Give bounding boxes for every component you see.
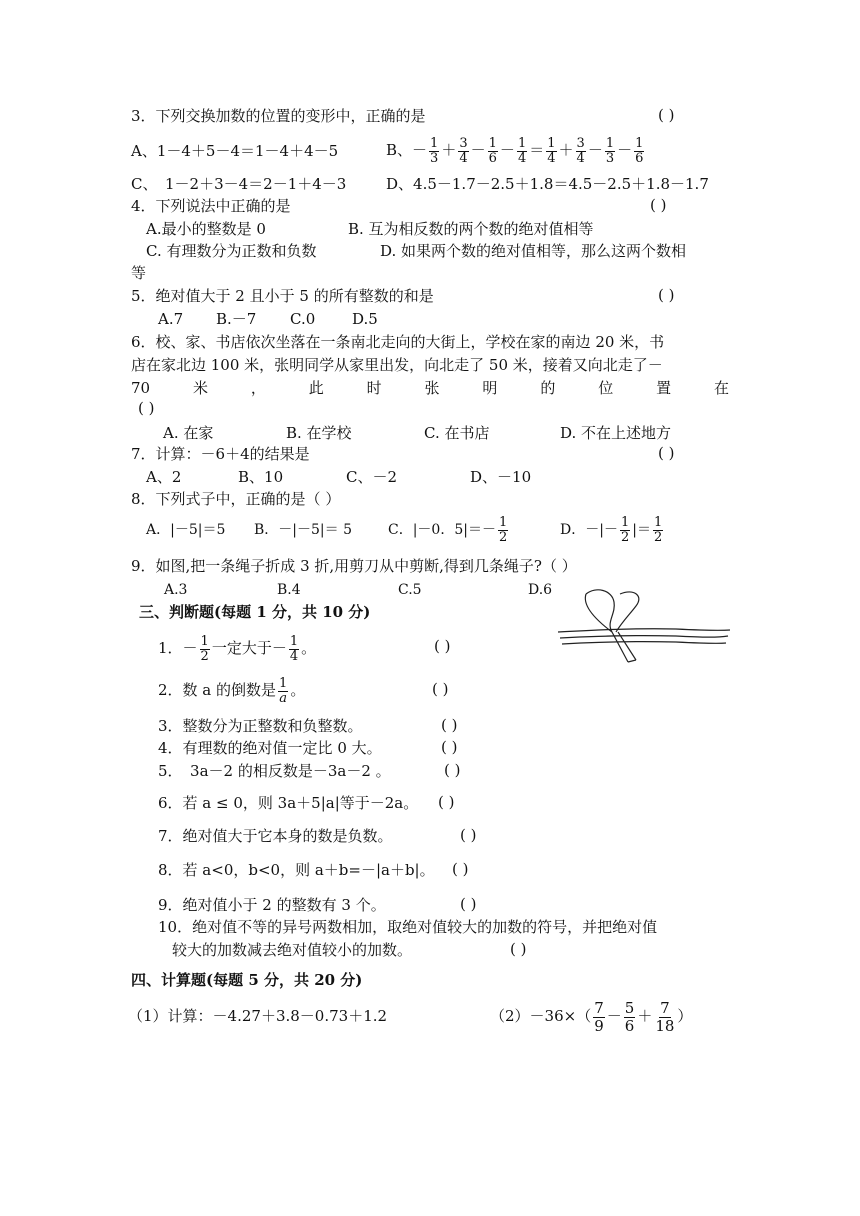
- q6-line-1: 6．校、家、书店依次坐落在一条南北走向的大街上，学校在家的南边 20 米，书: [131, 333, 665, 351]
- frac-1-4c: $\frac{1}{4}$: [289, 633, 299, 664]
- judge-10-line-2: 较大的加数减去绝对值较小的加数。: [172, 941, 413, 959]
- q3-option-d: D、4.5－1.7－2.5＋1.8＝4.5－2.5＋1.8－1.7: [386, 175, 709, 193]
- judge-5: 5． 3a－2 的相反数是－3a－2 。: [158, 762, 391, 780]
- judge-3-paren[interactable]: ( ): [441, 716, 458, 734]
- q9-option-c: C.5: [398, 582, 422, 598]
- q7-option-c: C、－2: [346, 468, 398, 486]
- q7-answer-paren[interactable]: ( ): [658, 444, 675, 462]
- frac-1-4: $\frac{1}{4}$: [517, 135, 527, 166]
- q6-line-3: 70 米 ， 此 时 张 明 的 位 置 在: [131, 379, 729, 397]
- q3-answer-paren[interactable]: ( ): [658, 106, 675, 124]
- q6-option-d: D. 不在上述地方: [560, 424, 672, 442]
- judge-4: 4．有理数的绝对值一定比 0 大。: [158, 739, 382, 757]
- q5-option-b: B.－7: [216, 310, 257, 328]
- q5-answer-paren[interactable]: ( ): [658, 286, 675, 304]
- frac-1-3b: $\frac{1}{3}$: [605, 135, 615, 166]
- q9-option-a: A.3: [164, 582, 188, 598]
- judge-7-paren[interactable]: ( ): [460, 826, 477, 844]
- q9-option-d: D.6: [528, 582, 553, 598]
- frac-3-4b: $\frac{3}{4}$: [576, 135, 585, 166]
- q7-option-a: A、2: [146, 468, 182, 486]
- frac-1-2c: $\frac{1}{2}$: [653, 514, 663, 545]
- q4-stem: 4．下列说法中正确的是: [131, 197, 291, 215]
- q3-option-b: B、－ $\frac{1}{3}$ ＋ $\frac{3}{4}$ － $\frac{1}{6}$ － $\frac{1}{4}$ ＝ $\frac{1}{4}$ ＋ $\frac{3}{4}$ － $\frac{1}{3}$ － $\frac{1}{6}$: [386, 135, 644, 166]
- calc-problem-2: （2）－36×（ $\frac{7}{9}$ － $\frac{5}{6}$ ＋ $\frac{7}{18}$ ）: [490, 998, 693, 1035]
- judge-5-paren[interactable]: ( ): [444, 761, 461, 779]
- q6-option-a: A. 在家: [163, 424, 214, 442]
- q7-option-b: B、10: [238, 468, 284, 486]
- judge-2-paren[interactable]: ( ): [432, 680, 449, 698]
- q8-option-c: C．|－0．5|＝－ $\frac{1}{2}$: [388, 514, 508, 545]
- q6-option-b: B. 在学校: [286, 424, 352, 442]
- frac-1-3: $\frac{1}{3}$: [430, 135, 439, 166]
- q5-stem: 5．绝对值大于 2 且小于 5 的所有整数的和是: [131, 287, 434, 305]
- frac-1-4b: $\frac{1}{4}$: [547, 135, 556, 166]
- q4-option-b: B. 互为相反数的两个数的绝对值相等: [348, 220, 594, 238]
- q7-stem: 7．计算：－6＋4的结果是: [131, 445, 310, 463]
- frac-1-2: $\frac{1}{2}$: [498, 514, 508, 545]
- q5-option-c: C.0: [290, 310, 316, 328]
- judge-3: 3．整数分为正整数和负整数。: [158, 717, 363, 735]
- judge-6-paren[interactable]: ( ): [438, 793, 455, 811]
- section-4-heading: 四、计算题(每题 5 分，共 20 分): [131, 971, 363, 989]
- q8-stem: 8．下列式子中，正确的是（ ）: [131, 490, 341, 508]
- q4-answer-paren[interactable]: ( ): [650, 196, 667, 214]
- q4-option-c: C. 有理数分为正数和负数: [146, 242, 317, 260]
- judge-1-paren[interactable]: ( ): [434, 637, 451, 655]
- judge-6: 6．若 a ≤ 0，则 3a＋5|a|等于－2a。: [158, 794, 419, 812]
- q3-option-b-label: B、: [386, 141, 413, 159]
- q6-answer-paren[interactable]: ( ): [138, 399, 155, 417]
- q4-option-d-continued: 等: [131, 264, 147, 282]
- q6-option-c: C. 在书店: [424, 424, 490, 442]
- q6-line-2: 店在家北边 100 米，张明同学从家里出发，向北走了 50 米，接着又向北走了－: [131, 356, 663, 374]
- q9-stem: 9．如图,把一条绳子折成 3 折,用剪刀从中剪断,得到几条绳子?（ ）: [131, 557, 577, 575]
- scissors-rope-figure: [556, 586, 732, 668]
- judge-2: 2．数 a 的倒数是 $\frac{1}{a}$ 。: [158, 675, 306, 706]
- q3-option-c: C、 1－2＋3－4＝2－1＋4－3: [131, 175, 347, 193]
- frac-7-18: $\frac{7}{18}$: [655, 998, 675, 1035]
- q8-option-d: D．－|－ $\frac{1}{2}$ |＝ $\frac{1}{2}$: [560, 514, 663, 545]
- q4-option-a: A.最小的整数是 0: [146, 220, 266, 238]
- calc-problem-1: （1）计算：－4.27＋3.8－0.73＋1.2: [128, 1007, 388, 1025]
- q3-option-a: A、1－4＋5－4＝1－4＋4－5: [131, 142, 339, 160]
- q7-option-d: D、－10: [470, 468, 532, 486]
- frac-5-6: $\frac{5}{6}$: [624, 998, 635, 1035]
- judge-10-line-1: 10．绝对值不等的异号两数相加，取绝对值较大的加数的符号，并把绝对值: [158, 918, 658, 936]
- frac-1-2d: $\frac{1}{2}$: [200, 633, 209, 664]
- judge-8: 8．若 a<0，b<0，则 a＋b=－|a＋b|。: [158, 861, 435, 879]
- q5-option-d: D.5: [352, 310, 378, 328]
- judge-10-paren[interactable]: ( ): [510, 940, 527, 958]
- frac-1-6: $\frac{1}{6}$: [488, 135, 497, 166]
- frac-1-6b: $\frac{1}{6}$: [635, 135, 644, 166]
- q8-option-a: A．|－5|＝5: [146, 522, 226, 538]
- judge-4-paren[interactable]: ( ): [441, 738, 458, 756]
- judge-7: 7．绝对值大于它本身的数是负数。: [158, 827, 393, 845]
- q4-option-d: D. 如果两个数的绝对值相等，那么这两个数相: [380, 242, 687, 260]
- q9-option-b: B.4: [277, 582, 301, 598]
- frac-1-a: $\frac{1}{a}$: [279, 675, 288, 706]
- frac-1-2b: $\frac{1}{2}$: [620, 514, 630, 545]
- judge-1: 1．－ $\frac{1}{2}$ 一定大于－ $\frac{1}{4}$ 。: [158, 633, 317, 664]
- section-3-heading: 三、判断题(每题 1 分，共 10 分): [139, 603, 371, 621]
- judge-8-paren[interactable]: ( ): [452, 860, 469, 878]
- judge-9: 9．绝对值小于 2 的整数有 3 个。: [158, 896, 386, 914]
- q3-stem: 3．下列交换加数的位置的变形中，正确的是: [131, 107, 426, 125]
- q5-option-a: A.7: [158, 310, 184, 328]
- frac-7-9: $\frac{7}{9}$: [594, 998, 604, 1035]
- frac-3-4: $\frac{3}{4}$: [459, 135, 468, 166]
- judge-9-paren[interactable]: ( ): [460, 895, 477, 913]
- q8-option-b: B．－|－5|＝ 5: [254, 522, 352, 538]
